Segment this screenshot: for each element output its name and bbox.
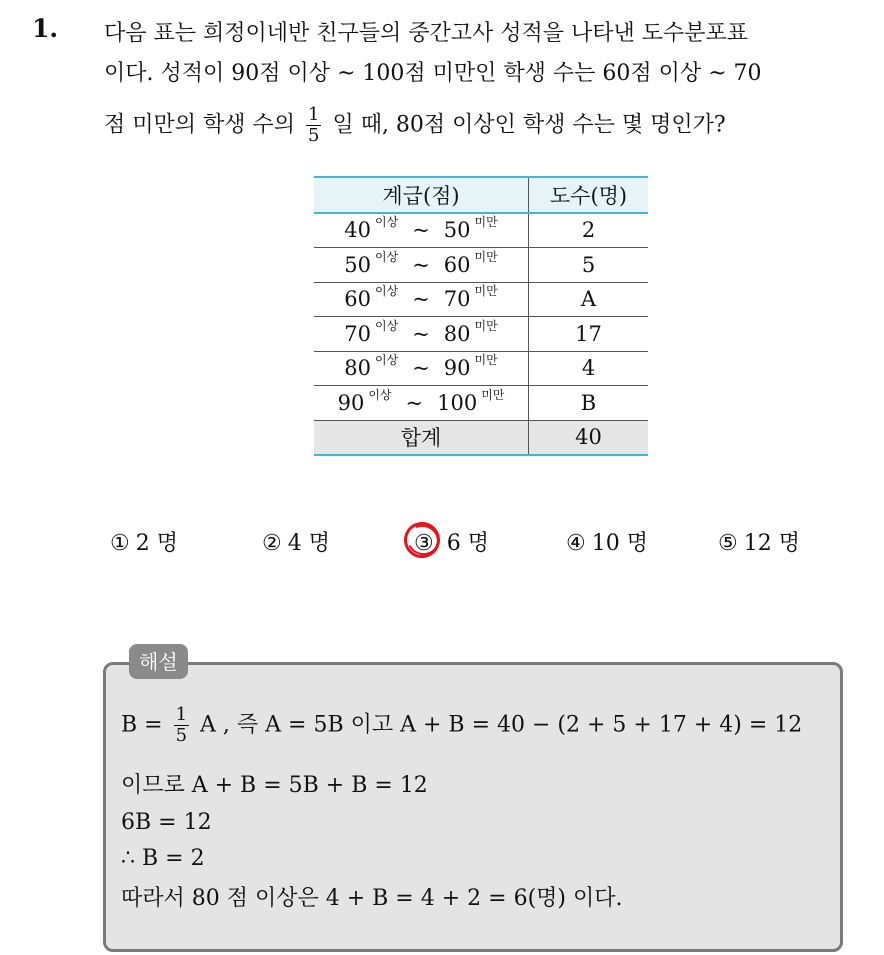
class-interval bbox=[314, 386, 529, 421]
class-interval bbox=[314, 282, 529, 317]
class-frequency: B bbox=[580, 390, 597, 415]
class-high: 50 bbox=[443, 218, 471, 243]
range-tilde: ~ bbox=[412, 218, 430, 243]
above-label: 이상 bbox=[368, 387, 392, 402]
fraction-one-fifth bbox=[306, 105, 321, 146]
choice-marker: ⑤ bbox=[718, 531, 738, 556]
class-low: 50 bbox=[344, 252, 371, 277]
choice-marker-glyph: ③ bbox=[414, 531, 434, 556]
class-low: 70 bbox=[344, 321, 371, 346]
above-label: 이상 bbox=[375, 318, 399, 333]
below-label: 미만 bbox=[474, 284, 498, 299]
class-interval bbox=[314, 351, 529, 386]
table-row bbox=[314, 248, 648, 283]
table-row bbox=[314, 213, 648, 248]
class-frequency: 2 bbox=[529, 213, 649, 248]
class-high: 100 bbox=[437, 390, 478, 415]
class-frequency: 5 bbox=[529, 248, 649, 283]
class-high: 90 bbox=[443, 356, 471, 381]
choice-marker: ② bbox=[262, 531, 282, 556]
range-tilde: ~ bbox=[412, 356, 430, 381]
class-high: 70 bbox=[443, 287, 471, 312]
table-row bbox=[314, 317, 648, 352]
choice-4[interactable] bbox=[566, 526, 648, 557]
solution-line1-end: A , 즉 A = 5B 이고 A + B = 40 − (2 + 5 + 17 + 4) = 12 bbox=[200, 712, 803, 738]
range-tilde: ~ bbox=[412, 287, 430, 312]
below-label: 미만 bbox=[474, 249, 498, 264]
fraction-denominator: 5 bbox=[308, 125, 320, 146]
solution-line2: 이므로 A + B = 5B + B = 12 bbox=[121, 773, 428, 798]
below-label: 미만 bbox=[474, 353, 498, 368]
question-text-line3-start: 점 미만의 학생 수의 bbox=[104, 112, 295, 138]
frequency-table-body bbox=[314, 213, 648, 421]
frequency-table bbox=[314, 176, 648, 456]
class-interval bbox=[314, 317, 529, 352]
choice-text: 6 명 bbox=[446, 531, 489, 556]
choice-text: 2 명 bbox=[135, 531, 178, 556]
class-low: 60 bbox=[344, 287, 371, 312]
choice-marker: ① bbox=[110, 531, 130, 556]
class-interval bbox=[314, 213, 529, 248]
range-tilde: ~ bbox=[412, 252, 430, 277]
choice-1[interactable] bbox=[110, 526, 178, 557]
header-class: 계급(점) bbox=[314, 177, 529, 213]
above-label: 이상 bbox=[375, 249, 399, 264]
table-row bbox=[314, 351, 648, 386]
choice-2[interactable] bbox=[262, 526, 330, 557]
class-low: 90 bbox=[337, 390, 365, 415]
solution-fraction-denominator: 5 bbox=[175, 725, 188, 746]
question-text-line3-end: 일 때, 80점 이상인 학생 수는 몇 명인가? bbox=[332, 112, 726, 138]
class-frequency: 4 bbox=[529, 351, 649, 386]
class-low: 40 bbox=[344, 218, 371, 243]
solution-fraction-numerator: 1 bbox=[175, 704, 188, 725]
above-label: 이상 bbox=[375, 353, 399, 368]
solution-fraction bbox=[174, 705, 189, 746]
class-frequency: A bbox=[529, 282, 649, 317]
solution-line4: ∴ B = 2 bbox=[121, 846, 205, 871]
class-low: 80 bbox=[344, 356, 371, 381]
choice-marker bbox=[414, 531, 441, 556]
total-label: 합계 bbox=[314, 420, 529, 455]
below-label: 미만 bbox=[481, 387, 505, 402]
table-row bbox=[314, 386, 648, 421]
choice-text: 4 명 bbox=[287, 531, 330, 556]
class-high: 80 bbox=[443, 321, 471, 346]
solution-line1-start: B = bbox=[121, 712, 170, 738]
above-label: 이상 bbox=[375, 284, 399, 299]
choice-marker: ④ bbox=[566, 531, 586, 556]
question-text-line3 bbox=[104, 105, 726, 146]
choice-text: 12 명 bbox=[743, 531, 800, 556]
range-tilde: ~ bbox=[405, 390, 424, 415]
fraction-numerator: 1 bbox=[308, 104, 320, 125]
question-number: 1. bbox=[32, 14, 59, 43]
solution-tag: 해설 bbox=[129, 644, 188, 679]
choice-text: 10 명 bbox=[591, 531, 648, 556]
solution-line5: 따라서 80 점 이상은 4 + B = 4 + 2 = 6(명) 이다. bbox=[121, 886, 623, 911]
choice-3[interactable] bbox=[414, 526, 489, 557]
choice-5[interactable] bbox=[718, 526, 800, 557]
solution-line1 bbox=[121, 705, 802, 746]
below-label: 미만 bbox=[474, 318, 498, 333]
question-text-line1: 다음 표는 희정이네반 친구들의 중간고사 성적을 나타낸 도수분포표 bbox=[104, 21, 749, 46]
total-value: 40 bbox=[529, 420, 649, 455]
class-frequency: 17 bbox=[529, 317, 649, 352]
below-label: 미만 bbox=[474, 215, 498, 230]
class-interval bbox=[314, 248, 529, 283]
above-label: 이상 bbox=[375, 215, 399, 230]
class-high: 60 bbox=[443, 252, 471, 277]
table-row bbox=[314, 282, 648, 317]
question-text-line2: 이다. 성적이 90점 이상 ~ 100점 미만인 학생 수는 60점 이상 ~ 70 bbox=[104, 61, 762, 86]
range-tilde: ~ bbox=[412, 321, 430, 346]
header-frequency: 도수(명) bbox=[529, 177, 649, 213]
solution-line3: 6B = 12 bbox=[121, 810, 212, 835]
